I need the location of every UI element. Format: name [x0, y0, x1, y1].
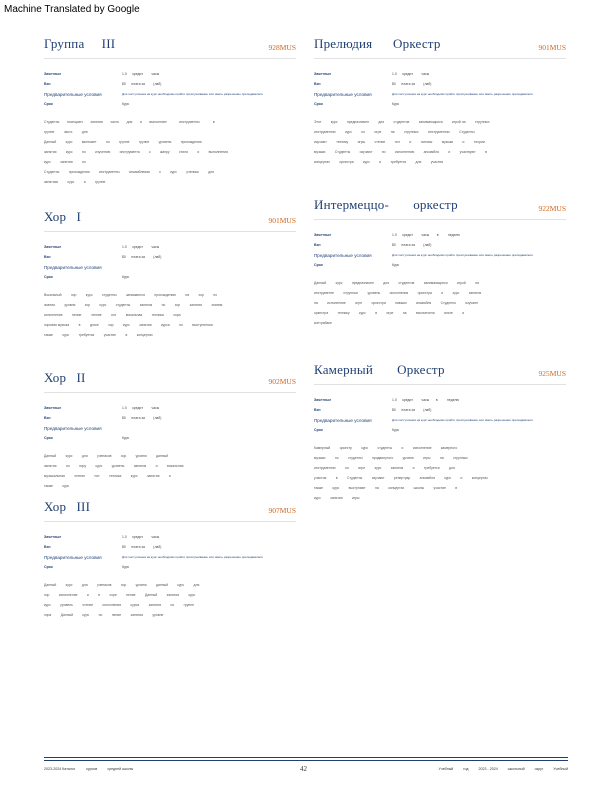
description-line: музыкальная чтение нот техника курс занятия и: [44, 474, 171, 478]
description-line: инструментах по игре курс занятия и требуется для: [314, 466, 455, 470]
course-title: Прелюдия Оркестр: [314, 36, 441, 51]
description-line: знания уровня хор курс студенты занятия по хор занятия знания: [44, 303, 223, 307]
prereq-label: Предварительные условия: [44, 554, 102, 560]
description-line: Этот курс предназначен для студентов занимающихся игрой на струнных: [314, 120, 490, 124]
credits-row: [44, 403, 296, 413]
course-description: [44, 117, 296, 187]
term-row: [314, 260, 566, 270]
prereq-label: Предварительные условия: [314, 91, 372, 97]
course-code: 901MUS: [538, 43, 566, 52]
description-line: занятия курс по изучению инструмента к жанру стиля и выполнения: [44, 150, 228, 154]
prereq-value: Для поступления на курс необходимо пройти прослушивание или иметь разрешение преподавателя: [122, 555, 263, 559]
term-value: Курс: [392, 102, 400, 106]
term-row: [44, 562, 296, 572]
course-code: 902MUS: [268, 377, 296, 386]
description-line: Вокальный хор курс студенты занимаются прохождению на хор по: [44, 293, 218, 297]
fee-row: [44, 542, 296, 552]
credits-label: Зачетные: [314, 72, 332, 76]
course-entry: [44, 209, 296, 340]
description-line: также курс: [44, 484, 70, 488]
description-line: также курс требуется участие в концертах: [44, 333, 153, 337]
description-line: курс занятия игры: [314, 496, 360, 500]
term-label: Срок: [44, 436, 53, 440]
course-meta: [314, 69, 566, 109]
credits-label: Зачетные: [44, 72, 62, 76]
course-description: [44, 451, 296, 491]
description-line: группе часть дня: [44, 130, 88, 134]
course-meta: [44, 403, 296, 443]
fee-label: Взн: [314, 243, 321, 247]
course-title: Интермеццо- оркестр: [314, 197, 458, 212]
description-line: хор исполнение и в хоре пение Данный занятия курс: [44, 593, 196, 597]
fee-value: $0 плата за (лаб): [122, 545, 162, 549]
course-code: 928MUS: [268, 43, 296, 52]
term-row: [44, 272, 296, 282]
term-label: Срок: [314, 263, 323, 267]
credits-value: 1.0 кредит часы: [122, 72, 160, 76]
term-value: Курс: [122, 275, 130, 279]
credits-value: 1.0 кредит часы: [392, 72, 430, 76]
fee-value: $0 плата за (лаб): [122, 255, 162, 259]
term-label: Срок: [44, 102, 53, 106]
credits-value: 1.0 кредит часы: [122, 406, 160, 410]
term-row: [44, 433, 296, 443]
description-line: концертах оркестра курс и требуется для участия: [314, 160, 444, 164]
credits-row: [44, 69, 296, 79]
course-description: [314, 117, 566, 167]
machine-translated-banner: Machine Translated by Google: [4, 4, 140, 15]
page-number: 42: [300, 765, 307, 773]
course-title: Группа III: [44, 36, 116, 51]
course-description: [314, 443, 566, 503]
credits-label: Зачетные: [44, 245, 62, 249]
credits-value: 1.0 кредит часы в неделю: [392, 233, 460, 237]
term-label: Срок: [314, 102, 323, 106]
prereq-value: Для поступления на курс необходимо пройти прослушивание или иметь разрешение преподавателя: [392, 253, 533, 257]
credits-label: Зачетные: [44, 535, 62, 539]
description-line: инструменте струнных уровень исполнения оркестра и курс занятия: [314, 291, 482, 295]
description-line: инструментах курс по игре на струнных инструментах Студенты: [314, 130, 475, 134]
prereq-row: [44, 423, 296, 433]
description-line: Студенты посещают занятия часть дня и выполняют инструменты в: [44, 120, 215, 124]
description-line: Данный курс предназначен для студентов занимающихся игрой на: [314, 281, 479, 285]
prereq-row: [314, 415, 566, 425]
term-value: Курс: [392, 428, 400, 432]
prereq-row: [314, 250, 566, 260]
course-header: [314, 362, 566, 385]
description-line: также курс выступают на концертах школы участие в: [314, 486, 458, 490]
fee-row: [314, 79, 566, 89]
course-title: Хор III: [44, 499, 91, 514]
term-value: Курс: [122, 436, 130, 440]
term-label: Срок: [314, 428, 323, 432]
fee-value: $0 плата за (лаб): [392, 82, 432, 86]
fee-label: Взн: [44, 416, 51, 420]
credits-row: [314, 395, 566, 405]
credits-value: 1.0 кредит часы в неделю: [392, 398, 460, 402]
term-row: [44, 99, 296, 109]
fee-row: [44, 252, 296, 262]
course-title: Камерный Оркестр: [314, 362, 445, 377]
term-value: Курс: [122, 565, 130, 569]
prereq-row: [44, 262, 296, 272]
course-description: [44, 580, 296, 620]
course-code: 907MUS: [268, 506, 296, 515]
prereq-row: [44, 552, 296, 562]
prereq-value: Для поступления на курс необходимо пройти прослушивание или иметь разрешение преподавателя: [392, 92, 533, 96]
course-meta: [44, 532, 296, 572]
course-entry: [44, 36, 296, 187]
fee-label: Взн: [44, 545, 51, 549]
course-code: 925MUS: [538, 369, 566, 378]
credits-value: 1.0 кредит часы: [122, 535, 160, 539]
description-line: занятия по хору курс уровень занятия и вокальная: [44, 464, 184, 468]
description-line: музыки Студенты изучают по исполнению ансамбля и участвуют в: [314, 150, 487, 154]
credits-value: 1.0 кредит часы: [122, 245, 160, 249]
prereq-label: Предварительные условия: [44, 91, 102, 97]
fee-value: $0 плата за (лаб): [392, 243, 432, 247]
term-value: Курс: [392, 263, 400, 267]
fee-row: [314, 405, 566, 415]
description-line: на исполнение игре оркестра навыки ансамбля Студенты изучают: [314, 301, 479, 305]
course-title: Хор I: [44, 209, 82, 224]
footer-right-text: Учебный год 2023 - 2024 школьный округ Учебный: [438, 767, 568, 771]
credits-label: Зачетные: [314, 398, 332, 402]
fee-row: [44, 79, 296, 89]
credits-row: [44, 242, 296, 252]
credits-row: [314, 69, 566, 79]
course-meta: [44, 242, 296, 282]
description-line: курс уровень чтение исполнения курса занятия по группе: [44, 603, 194, 607]
credits-label: Зачетные: [314, 233, 332, 237]
course-header: [314, 36, 566, 59]
term-row: [314, 425, 566, 435]
prereq-row: [44, 89, 296, 99]
prereq-value: Для поступления на курс необходимо пройти прослушивание или иметь разрешение преподавателя: [122, 92, 263, 96]
prereq-label: Предварительные условия: [314, 252, 372, 258]
course-meta: [314, 230, 566, 270]
course-description: [44, 290, 296, 340]
description-line: Данный курс включает по группе группе уровень прохождения: [44, 140, 202, 144]
description-line: Камерный оркестр курс студенты и исполнение камерного: [314, 446, 458, 450]
course-meta: [44, 69, 296, 109]
course-header: [44, 370, 296, 393]
description-line: контрабасе: [314, 321, 332, 325]
description-line: Данный курс для учеников хор уровня данный курс для: [44, 583, 200, 587]
course-entry: [44, 499, 296, 620]
description-line: изучают технику игры чтение нот и основы музыки и теории: [314, 140, 485, 144]
credits-row: [314, 230, 566, 240]
prereq-value: Для поступления на курс необходимо пройти прослушивание или иметь разрешение преподавателя: [392, 418, 533, 422]
course-header: [44, 36, 296, 59]
term-value: Курс: [122, 102, 130, 106]
prereq-label: Предварительные условия: [44, 264, 102, 270]
course-code: 922MUS: [538, 204, 566, 213]
fee-row: [44, 413, 296, 423]
prereq-row: [314, 89, 566, 99]
description-line: музыки по студенты продвинутого уровня игры на струнных: [314, 456, 468, 460]
fee-label: Взн: [44, 255, 51, 259]
footer-rule: [44, 757, 568, 761]
term-label: Срок: [44, 565, 53, 569]
term-label: Срок: [44, 275, 53, 279]
description-line: оркестра технику курс в игре на виолончели альте и: [314, 311, 465, 315]
right-column: [314, 36, 566, 503]
fee-label: Взн: [314, 408, 321, 412]
fee-value: $0 плата за (лаб): [122, 82, 162, 86]
course-description: [314, 278, 566, 328]
course-entry: [314, 362, 566, 503]
term-row: [314, 99, 566, 109]
description-line: участия в Студенты изучают репертуар ансамбля курс и концертах: [314, 476, 488, 480]
description-line: занятиях курс и группе: [44, 180, 106, 184]
course-code: 901MUS: [268, 216, 296, 225]
course-header: [314, 197, 566, 220]
course-header: [44, 499, 296, 522]
prereq-label: Предварительные условия: [44, 425, 102, 431]
fee-row: [314, 240, 566, 250]
fee-label: Взн: [314, 82, 321, 86]
course-entry: [314, 36, 566, 167]
description-line: Студенты прохождения инструменты ансамблевая к курс ученики для: [44, 170, 214, 174]
description-line: Данный курс для учеников хор уровня данный: [44, 454, 168, 458]
credits-label: Зачетные: [44, 406, 62, 410]
description-line: хора Данный курс по пение занятия уровне: [44, 613, 164, 617]
footer-left-text: 2023-2024 Каталог курсов средней школы: [44, 767, 134, 771]
description-line: хоровая музыка в уроке хор курс занятия курса по выступления: [44, 323, 213, 327]
course-entry: [314, 197, 566, 328]
fee-value: $0 плата за (лаб): [392, 408, 432, 412]
left-column: [44, 36, 296, 620]
description-line: курс занятия по: [44, 160, 86, 164]
credits-row: [44, 532, 296, 542]
fee-value: $0 плата за (лаб): [122, 416, 162, 420]
description-line: исполнение пение чтение нот вокальная техника хора: [44, 313, 181, 317]
course-entry: [44, 370, 296, 491]
course-header: [44, 209, 296, 232]
course-meta: [314, 395, 566, 435]
prereq-label: Предварительные условия: [314, 417, 372, 423]
fee-label: Взн: [44, 82, 51, 86]
course-title: Хор II: [44, 370, 86, 385]
